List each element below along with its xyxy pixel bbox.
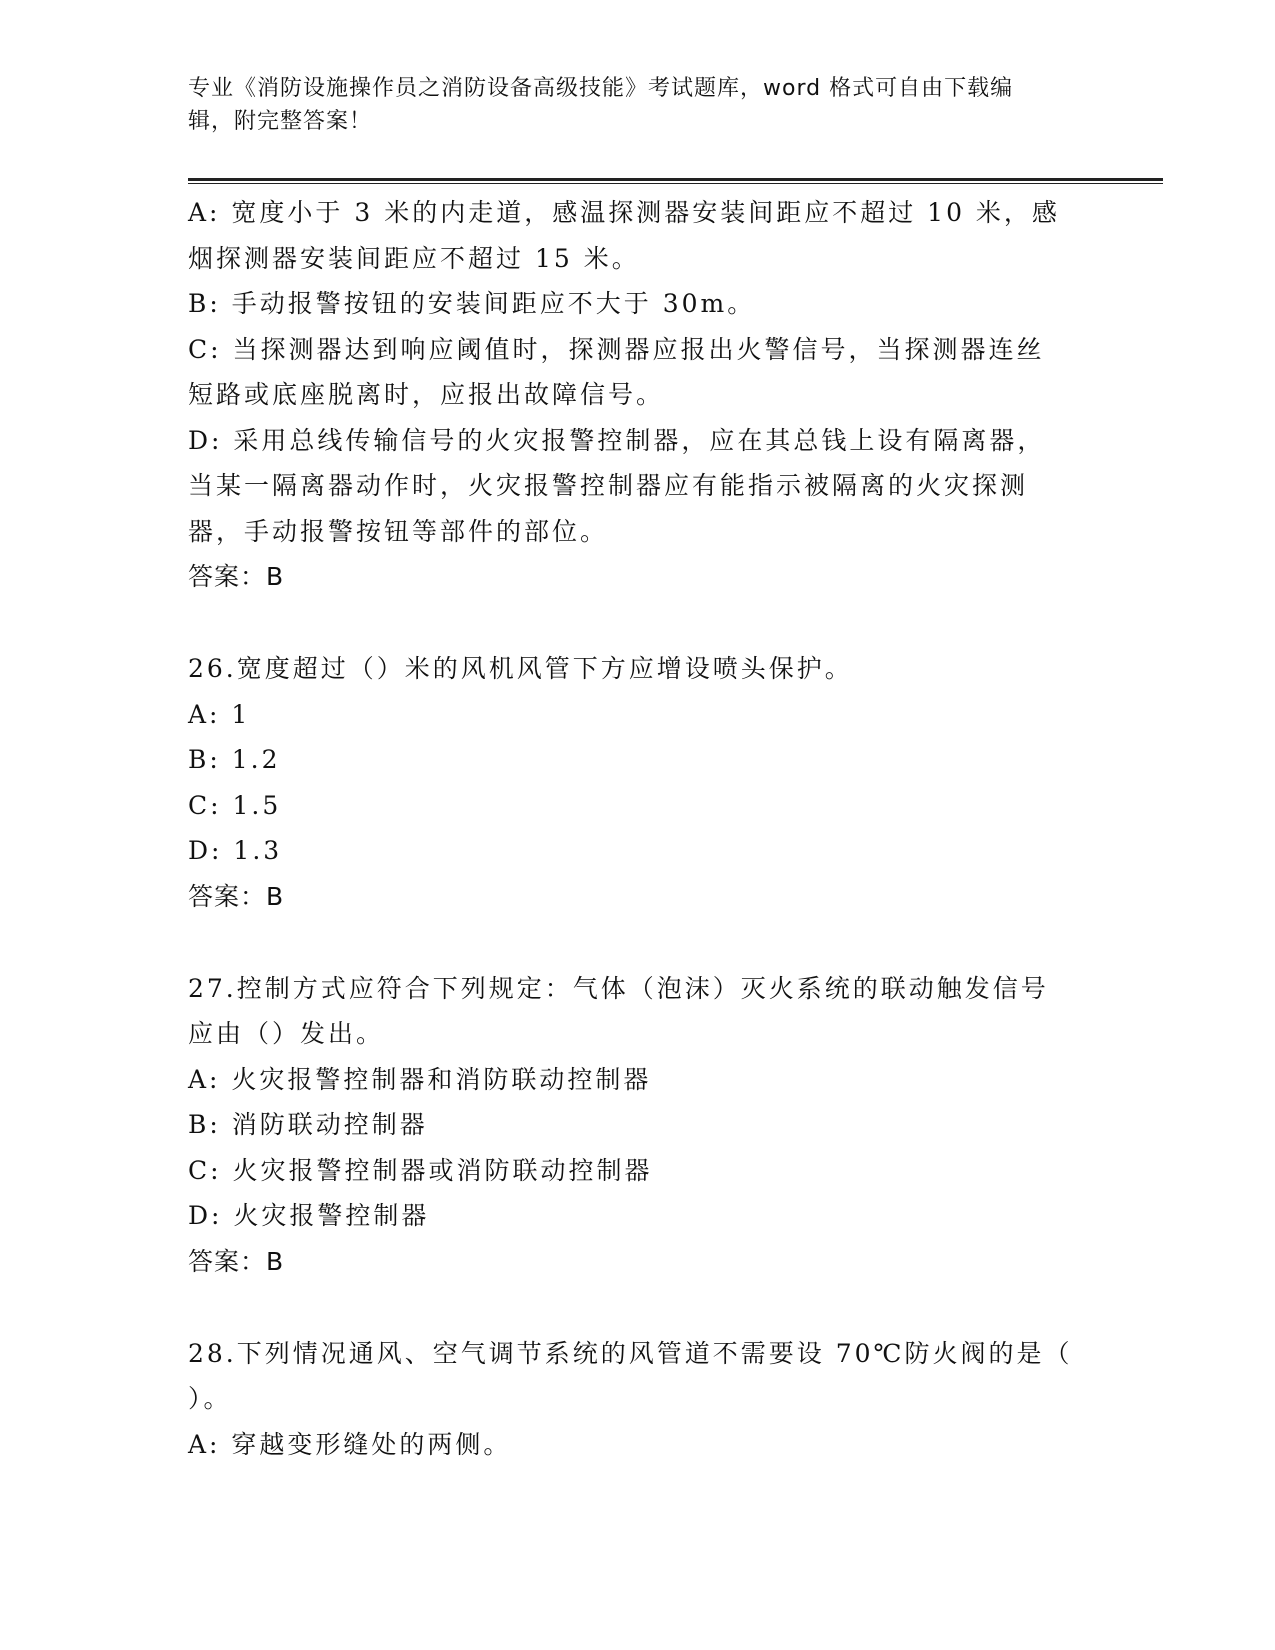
q27-question-line-1: 27.控制方式应符合下列规定：气体（泡沫）灭火系统的联动触发信号: [188, 973, 1049, 1003]
q26-option-b: B: 1.2: [188, 745, 281, 774]
spacer: [188, 600, 1088, 646]
q26-question: 26.宽度超过（）米的风机风管下方应增设喷头保护。: [188, 654, 853, 683]
q26-option-a: A: 1: [188, 699, 251, 729]
q25-option-c-line-2: 短路或底座脱离时，应报出故障信号。: [188, 380, 665, 409]
q25-answer: 答案：B: [188, 562, 285, 591]
header-title-line-1: 专业《消防设施操作员之消防设备高级技能》考试题库，word 格式可自由下载编: [188, 76, 1014, 101]
q25-option-c-line-1: C: 当探测器达到响应阈值时，探测器应报出火警信号，当探测器连丝: [188, 334, 1045, 364]
header-divider-thin: [188, 183, 1163, 184]
spacer: [188, 1285, 1088, 1331]
question-26-block: [188, 646, 1088, 920]
header-title-line-2: 辑，附完整答案！: [188, 109, 373, 134]
q26-option-c: C: 1.5: [188, 790, 282, 820]
spacer: [188, 920, 1088, 966]
q26-answer: 答案：B: [188, 881, 285, 911]
q25-option-b: B: 手动报警按钮的安装间距应不大于 30m。: [188, 289, 756, 318]
q25-option-a-line-2: 烟探测器安装间距应不超过 15 米。: [188, 243, 640, 273]
q25-option-d-line-2: 当某一隔离器动作时，火灾报警控制器应有能指示被隔离的火灾探测: [188, 471, 1029, 500]
q26-option-d: D: 1.3: [188, 836, 283, 865]
q27-question-line-2: 应由（）发出。: [188, 1019, 385, 1048]
q25-option-d-line-3: 器，手动报警按钮等部件的部位。: [188, 516, 609, 546]
q27-option-b: B: 消防联动控制器: [188, 1110, 428, 1139]
q27-option-d: D: 火灾报警控制器: [188, 1201, 430, 1230]
question-28-block: [188, 1331, 1088, 1468]
q28-question-line-1: 28.下列情况通风、空气调节系统的风管道不需要设 70℃防火阀的是（: [188, 1338, 1073, 1368]
q25-option-a-line-1: A: 宽度小于 3 米的内走道，感温探测器安装间距应不超过 10 米，感: [188, 198, 1060, 227]
question-content: [188, 190, 1088, 1467]
question-25-block: [188, 190, 1088, 600]
q27-option-c: C: 火灾报警控制器或消防联动控制器: [188, 1155, 653, 1185]
q27-answer: 答案：B: [188, 1246, 285, 1276]
document-header: [188, 72, 1068, 138]
q25-option-d-line-1: D: 采用总线传输信号的火灾报警控制器，应在其总钱上设有隔离器，: [188, 425, 1046, 455]
q27-option-a: A: 火灾报警控制器和消防联动控制器: [188, 1064, 652, 1094]
header-divider-thick: [188, 178, 1163, 181]
q28-question-line-2: ）。: [188, 1384, 232, 1413]
q28-option-a: A: 穿越变形缝处的两侧。: [188, 1429, 512, 1459]
question-27-block: [188, 966, 1088, 1285]
